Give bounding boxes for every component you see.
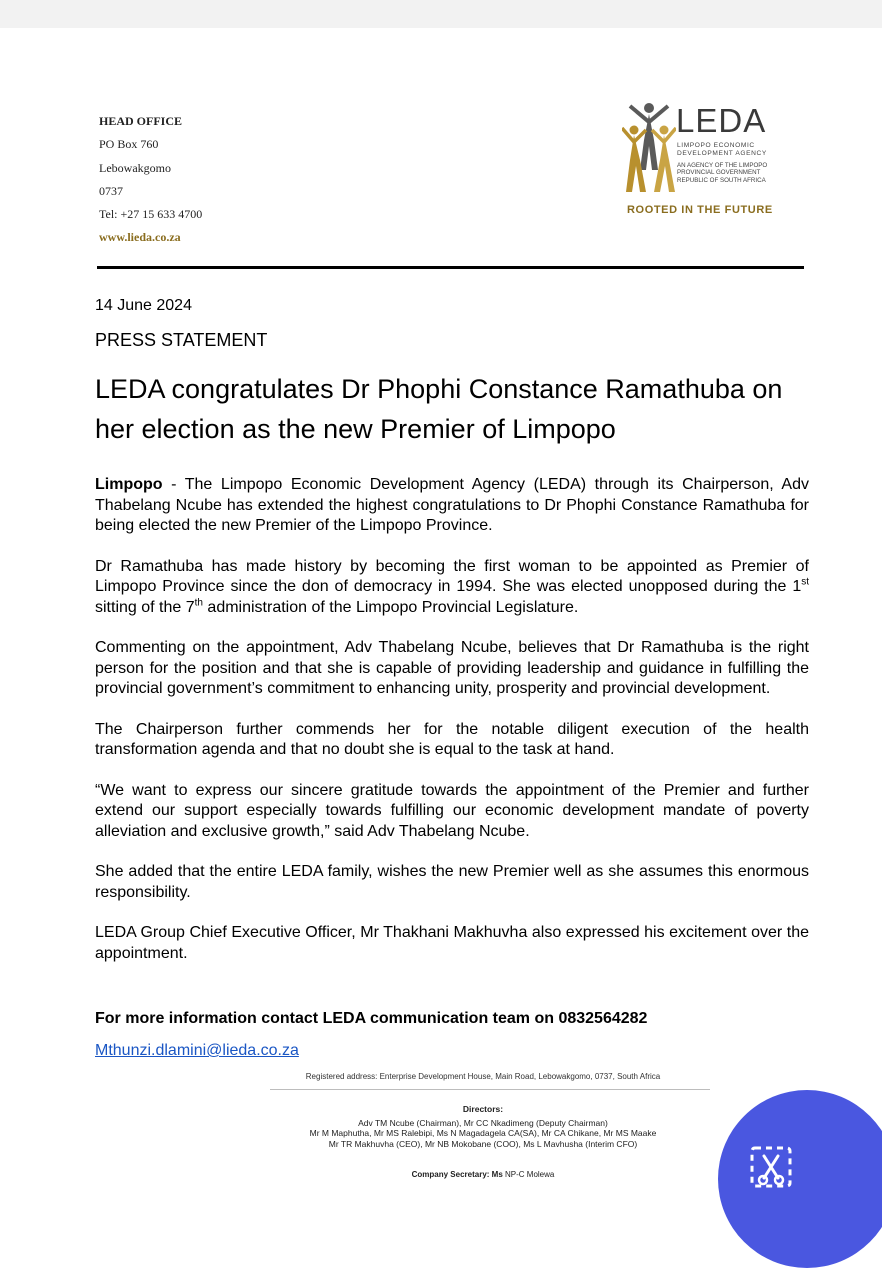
head-office-line: Lebowakgomo bbox=[99, 160, 171, 175]
top-bar bbox=[0, 0, 882, 28]
paragraph: “We want to express our sincere gratitude towards the appointment of the Premier and further extend our support especially towards fulfilling our economic development mandate of poverty alleviation and exclusive growth,” said Adv Thabelang Ncube. bbox=[95, 781, 809, 840]
secretary-name: NP-C Molewa bbox=[502, 1170, 555, 1179]
logo-subtitle bbox=[677, 142, 767, 158]
statement-body bbox=[95, 475, 809, 984]
paragraph-text: sitting of the 7 bbox=[95, 598, 195, 616]
paragraph bbox=[95, 557, 809, 619]
ordinal-suffix: st bbox=[801, 576, 809, 588]
footer-divider bbox=[270, 1089, 710, 1090]
logo-agency bbox=[677, 162, 767, 184]
screenshot-cut-icon bbox=[748, 1144, 794, 1190]
directors-line: Adv TM Ncube (Chairman), Mr CC Nkadimeng (Deputy Chairman) bbox=[358, 1117, 608, 1128]
secretary-label: Company Secretary: Ms bbox=[411, 1170, 503, 1179]
dateline: Limpopo bbox=[95, 476, 163, 493]
ordinal-suffix: th bbox=[194, 597, 203, 609]
head-office-line: PO Box 760 bbox=[99, 137, 159, 152]
paragraph-text: Dr Ramathuba has made history by becoming the first woman to be appointed as Premier of Limpopo Province since the don of democracy in 1994. She was elected unopposed during the 1 bbox=[95, 557, 809, 595]
screenshot-tool-button[interactable] bbox=[718, 1090, 882, 1268]
logo-wordmark: LEDA bbox=[676, 102, 767, 139]
paragraph: She added that the entire LEDA family, wishes the new Premier well as she assumes this enormous responsibility. bbox=[95, 863, 809, 901]
registered-address: Registered address: Enterprise Development House, Main Road, Lebowakgomo, 0737, South Africa bbox=[305, 1072, 661, 1081]
logo-agency-line: AN AGENCY OF THE LIMPOPO bbox=[677, 162, 768, 169]
headline: LEDA congratulates Dr Phophi Constance Ramathuba on her election as the new Premier of Limpopo bbox=[95, 374, 783, 444]
leda-figures-logo-icon bbox=[622, 100, 676, 200]
email-link[interactable]: Mthunzi.dlamini@lieda.co.za bbox=[95, 1042, 299, 1059]
contact-info: For more information contact LEDA communication team on 0832564282 bbox=[95, 1010, 648, 1027]
paragraph: LEDA Group Chief Executive Officer, Mr Thakhani Makhuvha also expressed his excitement over the appointment. bbox=[95, 924, 809, 962]
head-office-line: 0737 bbox=[99, 183, 123, 198]
paragraph-text: - The Limpopo Economic Development Agency (LEDA) through its Chairperson, Adv Thabelang Ncube has extended the highest congratulations to Dr Phophi Constance Ramathuba for being elected the new Premier of the Limpopo Province. bbox=[95, 476, 809, 534]
header-divider bbox=[97, 266, 804, 269]
logo-agency-line: REPUBLIC OF SOUTH AFRICA bbox=[677, 176, 766, 184]
head-office-title: HEAD OFFICE bbox=[99, 114, 183, 128]
directors-line: Mr M Maphutha, Mr MS Ralebipi, Ms N Magadagela CA(SA), Mr CA Chikane, Mr MS Maake bbox=[309, 1128, 657, 1139]
website-link[interactable]: www.lieda.co.za bbox=[99, 230, 181, 245]
paragraph: Commenting on the appointment, Adv Thabelang Ncube, believes that Dr Ramathuba is the right person for the position and that she is capable of providing leadership and guidance in fulfilling the provincial government’s commitment to enhancing unity, prosperity and provincial development. bbox=[95, 639, 809, 697]
paragraph bbox=[95, 475, 809, 537]
logo-agency-line: PROVINCIAL GOVERNMENT bbox=[677, 169, 761, 177]
statement-date: 14 June 2024 bbox=[95, 297, 192, 314]
logo-subtitle-line: DEVELOPMENT AGENCY bbox=[677, 150, 767, 157]
directors-title: Directors: bbox=[462, 1104, 504, 1114]
logo-subtitle-line: LIMPOPO ECONOMIC bbox=[677, 142, 755, 149]
head-office-block bbox=[99, 110, 202, 250]
paragraph-text: administration of the Limpopo Provincial Legislature. bbox=[202, 598, 579, 616]
statement-label: PRESS STATEMENT bbox=[95, 330, 268, 350]
leda-logo bbox=[622, 100, 802, 222]
head-office-line: Tel: +27 15 633 4700 bbox=[99, 207, 203, 222]
directors-line: Mr TR Makhuvha (CEO), Mr NB Mokobane (COO), Ms L Mavhusha (Interim CFO) bbox=[328, 1138, 638, 1149]
paragraph: The Chairperson further commends her for the notable diligent execution of the health transformation agenda and that no doubt she is equal to the task at hand. bbox=[95, 720, 809, 758]
logo-tagline: ROOTED IN THE FUTURE bbox=[627, 204, 773, 216]
